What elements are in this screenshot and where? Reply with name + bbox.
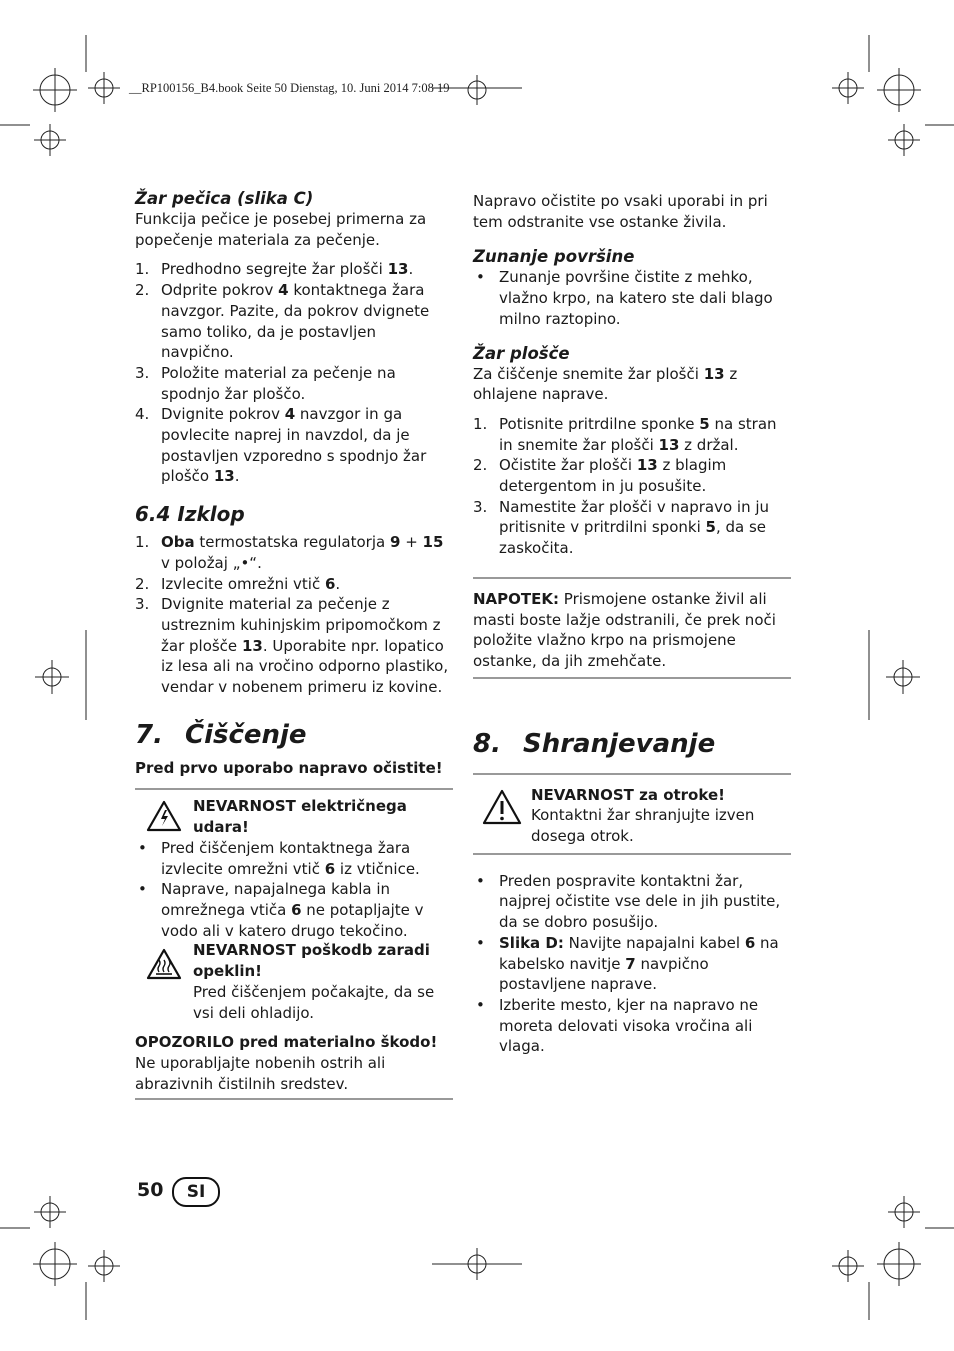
electric-hazard-icon [135,796,193,837]
section-title-zunanje: Zunanje površine [473,247,635,267]
ciscenje-bullets [135,838,453,942]
list-item: 3. Položite material za pečenje na spodnjo žar ploščo. [135,363,396,403]
right-column [473,188,791,1057]
list-item: • Pred čiščenjem kontaktnega žara izvlecite omrežni vtič 6 iz vtičnice. [138,838,420,878]
zar-pecica-steps [135,259,453,487]
list-item: 3. Namestite žar plošči v napravo in ju pritisnite v pritrdilni sponki 5, da se zaskočita. [473,497,770,558]
language-badge: SI [172,1177,220,1207]
warning-children: NEVARNOST za otroke! Kontaktni žar shranjujte izven dosega otrok. [473,785,791,847]
napotek-note: NAPOTEK: Prismojene ostanke živil ali masti boste lažje odstranili, če prek noči položite vlažno krpo na prismojene ostanke, da jih zmehčate. [473,589,776,670]
page-number: 50 [137,1179,164,1201]
warning-burns: NEVARNOST poškodb zaradi opeklin! Pred čiščenjem počakajte, da se vsi deli ohladijo. [135,940,453,1023]
list-item: • Slika D: Navijte napajalni kabel 6 na kabelsko navitje 7 navpično postavljene naprave. [476,933,779,994]
izklop-steps [135,532,453,698]
opozorilo-title: OPOZORILO pred materialno škodo! [135,1033,438,1052]
section-title-zar-plosce: Žar plošče [473,343,570,363]
shranjevanje-bullets [473,871,791,1057]
list-item: 2. Očistite žar plošči 13 z blagim detergentom in ju posušite. [473,456,727,496]
divider [473,577,791,579]
list-item: 2. Odprite pokrov 4 kontaktnega žara navzgor. Pazite, da pokrov dvignete samo toliko, da je postavljen navpično. [135,281,430,362]
zunanje-bullets [473,267,791,329]
section-title-zar-pecica: Žar pečica (slika C) [135,189,314,208]
hot-surface-icon [135,940,193,1023]
divider [135,1098,453,1100]
chapter-heading-shranjevanje: 8. Shranjevanje [473,728,716,759]
zar-pecica-intro: Funkcija pečice je posebej primerna za popečenje materiala za pečenje. [135,210,427,249]
section-title-izklop: 6.4 Izklop [135,502,245,527]
list-item: 3. Dvignite material za pečenje z ustreznim kuhinjskim pripomočkom z žar plošče 13. Uporabite npr. lopatico iz lesa ali na vročino odporno plastiko, vendar v nobenem primeru iz kovine. [135,595,449,697]
plosce-intro: Za čiščenje snemite žar plošči 13 z ohlajene naprave. [473,364,738,404]
list-item: 4. Dvignite pokrov 4 navzgor in ga povlecite naprej in navzdol, da je postavljen vzporedno s spodnjo žar ploščo 13. [135,405,427,486]
divider [473,677,791,679]
opozorilo-text: Ne uporabljajte nobenih ostrih ali abrazivnih čistilnih sredstev. [135,1053,386,1093]
list-item: 1. Potisnite pritrdilne sponke 5 na stran in snemite žar plošči 13 z držal. [473,414,777,454]
left-column [135,188,453,1100]
list-item: • Izberite mesto, kjer na napravo ne moreta delovati visoka vročina ali vlaga. [476,995,759,1056]
list-item: • Zunanje površine čistite z mehko, vlažno krpo, na katero ste dali blago milno raztopino. [476,268,773,328]
warning-icon [473,785,531,847]
print-header: __RP100156_B4.book Seite 50 Dienstag, 10. Juni 2014 7:08 19 [129,81,450,95]
chapter-heading-ciscenje: 7. Čiščenje [135,719,307,750]
divider [135,788,453,790]
right-intro: Napravo očistite po vsaki uporabi in pri tem odstranite vse ostanke živila. [473,192,768,231]
warning-electric: NEVARNOST električnega udara! [135,796,453,837]
ciscenje-lead: Pred prvo uporabo napravo očistite! [135,758,443,777]
divider [473,773,791,775]
list-item: 1. Predhodno segrejte žar plošči 13. [135,260,414,279]
list-item: 1. Oba termostatska regulatorja 9 + 15 v položaj „•“. [135,533,444,572]
list-item: 2. Izvlecite omrežni vtič 6. [135,574,341,593]
divider [473,853,791,855]
list-item: • Naprave, napajalnega kabla in omrežnega vtiča 6 ne potapljajte v vodo ali v katero drugo tekočino. [138,880,424,940]
list-item: • Preden pospravite kontaktni žar, najprej očistite vse dele in jih pustite, da se dobro posušijo. [476,871,781,932]
plosce-steps [473,414,791,559]
